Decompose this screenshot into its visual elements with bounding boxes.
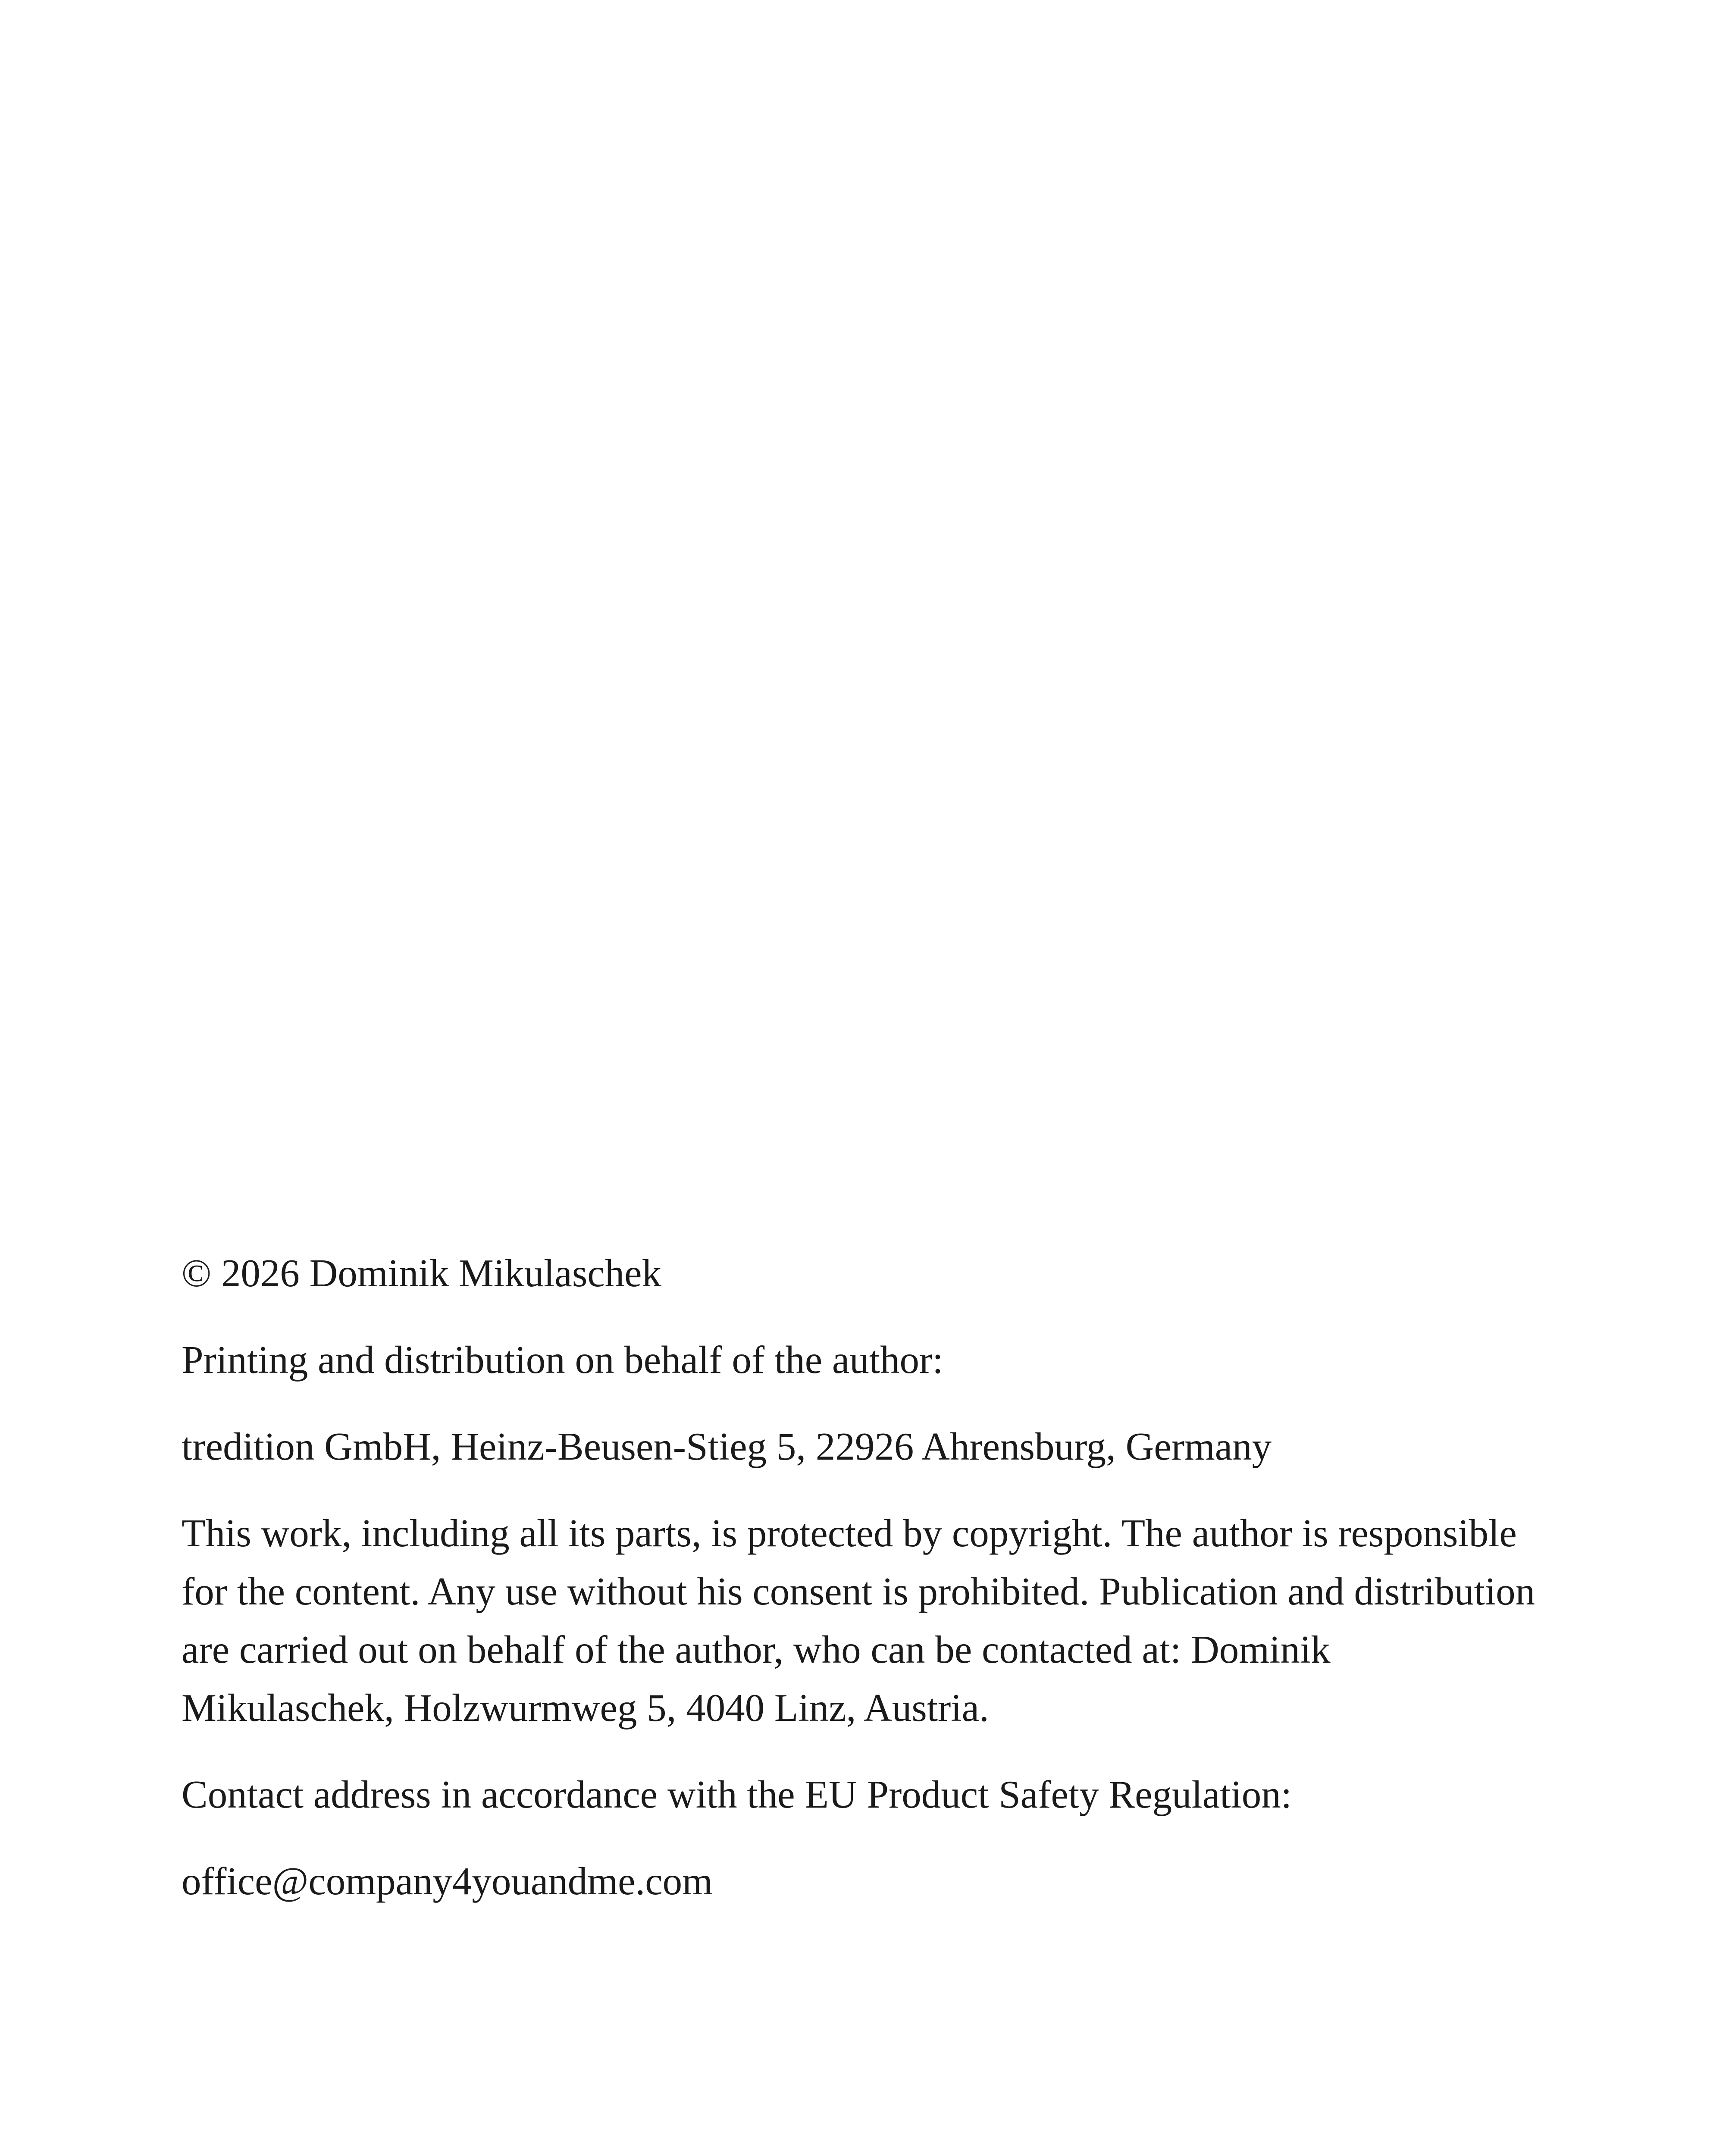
printing-distribution-line: Printing and distribution on behalf of the author: [182, 1338, 943, 1382]
imprint-block [182, 1244, 1540, 1910]
contact-email: office@company4youandme.com [182, 1859, 713, 1903]
publisher-address: tredition GmbH, Heinz-Beusen-Stieg 5, 22926 Ahrensburg, Germany [182, 1425, 1272, 1468]
copyright-line: © 2026 Dominik Mikulaschek [182, 1251, 662, 1295]
contact-heading: Contact address in accordance with the EU Product Safety Regulation: [182, 1773, 1292, 1816]
copyright-notice: This work, including all its parts, is protected by copyright. The author is responsible for the content. Any use without his consent is prohibited. Publication and distribution are carried out on behalf of the author, who can be contacted at: Dominik Mikulaschek, Holzwurmweg 5, 4040 Linz, Austria. [182, 1511, 1535, 1730]
